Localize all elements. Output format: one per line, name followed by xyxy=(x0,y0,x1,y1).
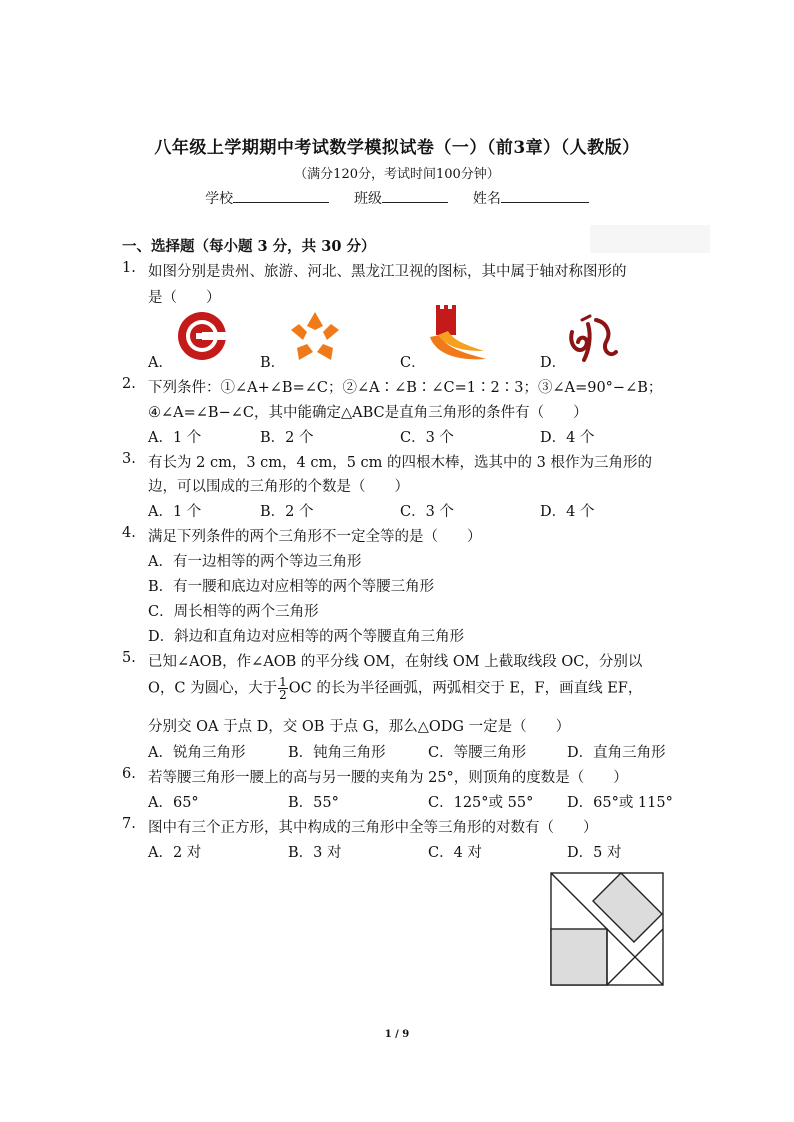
option-d[interactable]: D． xyxy=(540,355,567,371)
option-d[interactable]: D．4 个 xyxy=(540,430,595,446)
question-number: 1. xyxy=(122,260,136,276)
question-text: ④∠A=∠B−∠C，其中能确定△ABC是直角三角形的条件有（ ） xyxy=(148,405,588,421)
option-b[interactable]: B．2 个 xyxy=(260,430,314,446)
watermark-area xyxy=(590,225,710,253)
option-c[interactable]: C．3 个 xyxy=(400,430,454,446)
question-number: 7. xyxy=(122,816,136,832)
option-a[interactable]: A．1 个 xyxy=(148,430,202,446)
option-a[interactable]: A．锐角三角形 xyxy=(148,745,246,761)
class-blank[interactable] xyxy=(382,188,448,203)
question-text: 已知∠AOB，作∠AOB 的平分线 OM，在射线 OM 上截取线段 OC，分别以 xyxy=(148,654,643,670)
question-text: 分别交 OA 于点 D，交 OB 于点 G，那么△ODG 一定是（ ） xyxy=(148,719,571,735)
student-info-fields xyxy=(0,188,794,208)
option-d[interactable]: D．斜边和直角边对应相等的两个等腰直角三角形 xyxy=(148,629,465,645)
option-a[interactable]: A．有一边相等的两个等边三角形 xyxy=(148,554,362,570)
option-b[interactable]: B．钝角三角形 xyxy=(288,745,386,761)
option-c[interactable]: C．周长相等的两个三角形 xyxy=(148,604,319,620)
travel-tv-logo-icon xyxy=(287,310,343,364)
three-squares-figure xyxy=(550,872,664,986)
page-number: 1 / 9 xyxy=(384,1029,410,1040)
option-b[interactable]: B．有一腰和底边对应相等的两个等腰三角形 xyxy=(148,579,435,595)
option-b[interactable]: B． xyxy=(260,355,286,371)
option-c[interactable]: C．4 对 xyxy=(428,845,482,861)
question-number: 5. xyxy=(122,650,136,666)
option-b[interactable]: B．3 对 xyxy=(288,845,342,861)
option-a[interactable]: A．1 个 xyxy=(148,504,202,520)
name-label: 姓名 xyxy=(472,191,501,207)
question-number: 4. xyxy=(122,525,136,541)
class-label: 班级 xyxy=(354,191,382,207)
question-number: 2. xyxy=(122,376,136,392)
question-text: 下列条件：①∠A+∠B=∠C；②∠A∶∠B∶∠C=1∶2∶3；③∠A=90°−∠B； xyxy=(148,380,663,396)
exam-title: 八年级上学期期中考试数学模拟试卷（一）（前3章）（人教版） xyxy=(154,138,640,158)
hebei-tv-logo-icon xyxy=(426,305,488,363)
guizhou-tv-logo-icon xyxy=(176,310,228,362)
option-b[interactable]: B．55° xyxy=(288,795,339,811)
option-b[interactable]: B．2 个 xyxy=(260,504,314,520)
fraction-one-half: $\frac{1}{2}$ xyxy=(279,675,287,702)
option-c[interactable]: C．等腰三角形 xyxy=(428,745,527,761)
option-c[interactable]: C． xyxy=(400,355,426,371)
option-a[interactable]: A． xyxy=(148,355,173,371)
question-text: 满足下列条件的两个三角形不一定全等的是（ ） xyxy=(148,529,482,545)
option-c[interactable]: C．125°或 55° xyxy=(428,795,534,811)
option-d[interactable]: D．直角三角形 xyxy=(567,745,666,761)
question-text: 边，可以围成的三角形的个数是（ ） xyxy=(148,479,409,495)
question-text: 如图分别是贵州、旅游、河北、黑龙江卫视的图标，其中属于轴对称图形的 xyxy=(148,264,627,280)
heilongjiang-tv-logo-icon xyxy=(566,312,620,366)
question-text: 若等腰三角形一腰上的高与另一腰的夹角为 25°，则顶角的度数是（ ） xyxy=(148,770,628,786)
option-d[interactable]: D．4 个 xyxy=(540,504,595,520)
question-text: OC 的长为半径画弧，两弧相交于 E，F，画直线 EF， xyxy=(288,680,643,697)
exam-subtitle: （满分120分，考试时间100分钟） xyxy=(294,167,500,182)
option-c[interactable]: C．3 个 xyxy=(400,504,454,520)
question-text: 有长为 2 cm，3 cm，4 cm，5 cm 的四根木棒，选其中的 3 根作为三角形的 xyxy=(148,455,652,471)
school-label: 学校 xyxy=(205,191,234,207)
question-number: 3. xyxy=(122,451,136,467)
section-heading: 一、选择题（每小题 3 分，共 30 分） xyxy=(122,238,376,255)
question-text: O，C 为圆心，大于 xyxy=(148,680,278,697)
option-a[interactable]: A．65° xyxy=(148,795,199,811)
option-a[interactable]: A．2 对 xyxy=(148,845,202,861)
school-blank[interactable] xyxy=(233,188,329,203)
question-number: 6. xyxy=(122,766,136,782)
option-d[interactable]: D．65°或 115° xyxy=(567,795,673,811)
question-text: 图中有三个正方形，其中构成的三角形中全等三角形的对数有（ ） xyxy=(148,820,598,836)
question-text: 是（ ） xyxy=(148,290,221,306)
question-text-line xyxy=(148,676,642,701)
option-d[interactable]: D．5 对 xyxy=(567,845,622,861)
name-blank[interactable] xyxy=(501,188,589,203)
